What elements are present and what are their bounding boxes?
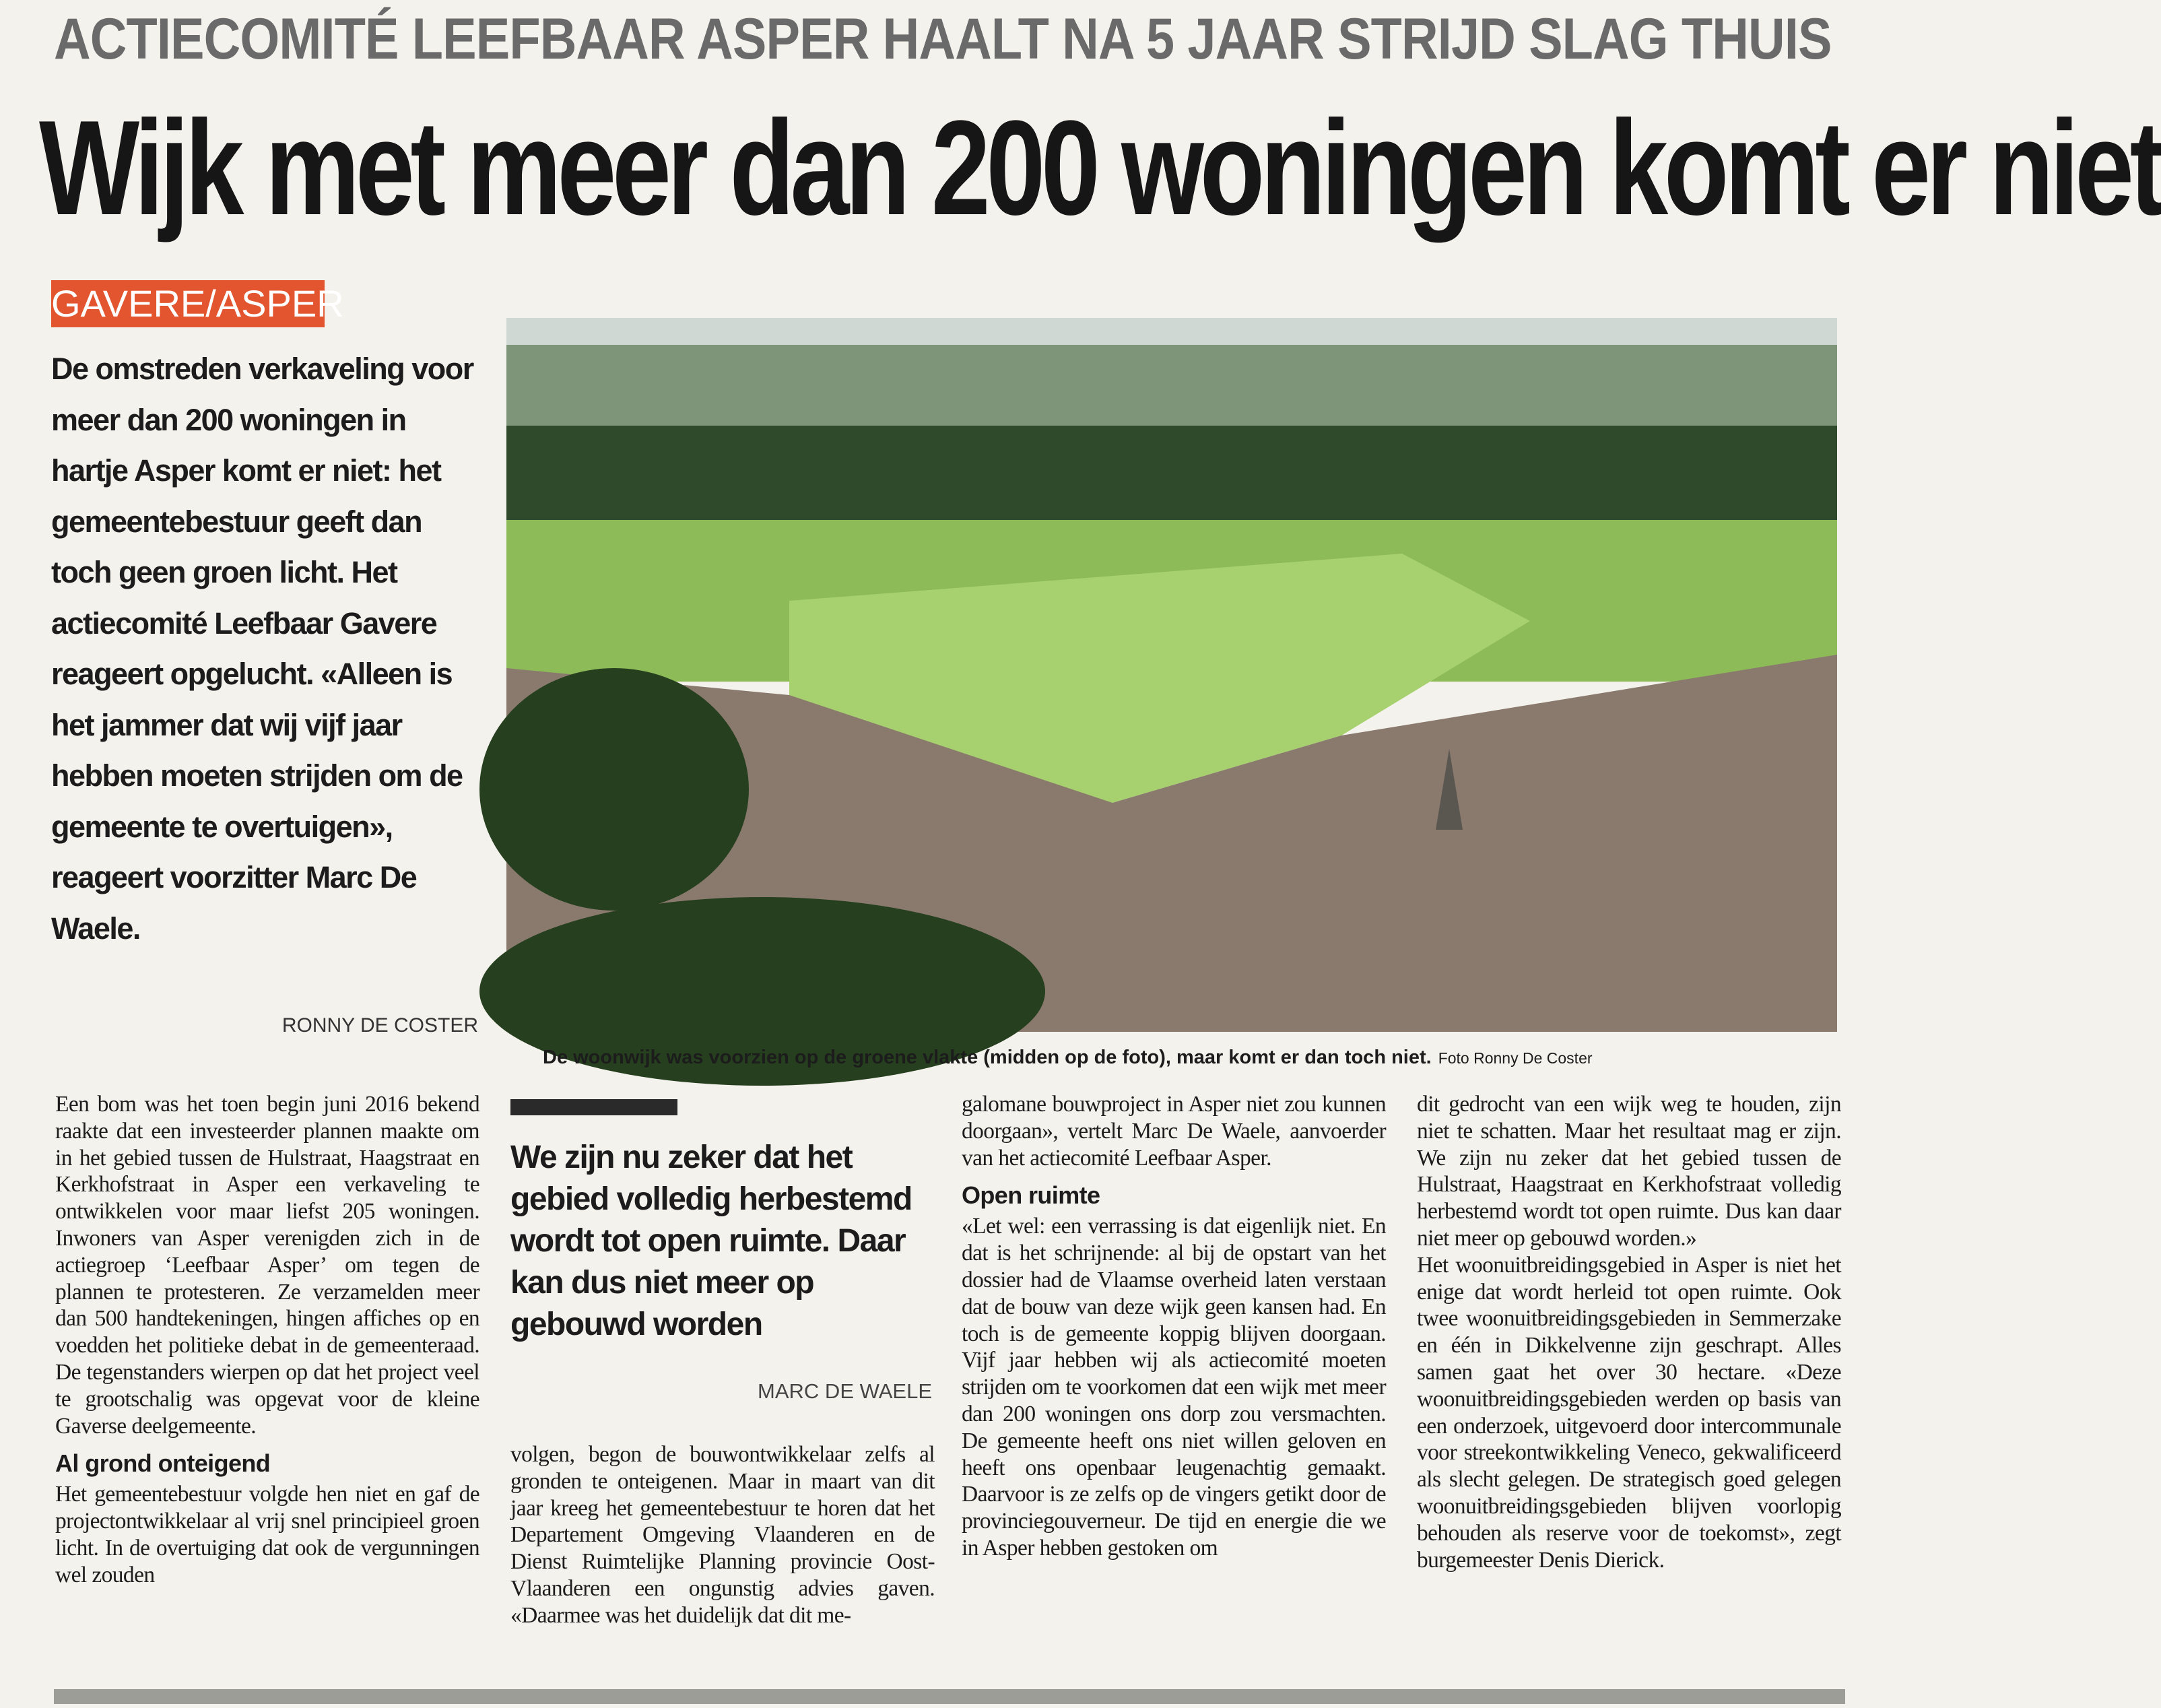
column-4-paragraph-2: Het woonuitbreidingsgebied in Asper is niet het enige dat wordt herleid tot open ruimte. Ook twee woonuitbreidingsgebieden in Semmerzake en één in Dikkelvenne zijn geschrapt. Alles samen gaat het over 30 hectare. «Deze woonuitbreidingsgebieden werden op basis van een onderzoek, uitgevoerd door intercommunale voor streekontwikkeling Veneco, gekwalificeerd als slecht gelegen. De strategisch goed gelegen woonuitbreidingsgebieden blijven voorlopig behouden als reserve voor de toekomst», zegt burgemeester Denis Dierick. <box>1417 1252 1841 1573</box>
column-1-paragraph-1: Een bom was het toen begin juni 2016 bekend raakte dat een investeerder plannen maakte om in het gebied tussen de Hulstraat, Haagstraat en Kerkhofstraat in Asper een verkaveling te ontwikkelen voor maar liefst 205 woningen. Inwoners van Asper verenigden zich in de actiegroep ‘Leefbaar Asper’ om tegen de plannen te protesteren. Ze verzamelden meer dan 500 handtekeningen, hingen affiches op en voedden het politieke debat in de gemeenteraad. De tegenstanders wierpen op dat het project veel te grootschalig was opgevat voor de kleine Gaverse deelgemeente. <box>55 1092 479 1439</box>
quote-rule <box>510 1099 677 1115</box>
byline: RONNY DE COSTER <box>281 1014 478 1037</box>
column-1-subheading: Al grond onteigend <box>55 1449 271 1478</box>
column-3-paragraph-2: «Let wel: een verrassing is dat eigenlijk niet. En dat is het schrijnende: al bij de opstart van het dossier had de Vlaamse overheid laten verstaan dat de bouw van deze wijk geen kansen had. En toch is de gemeente koppig blijven doorgaan. Vijf jaar hebben wij als actiecomité moeten strijden om te voorkomen dat een wijk met meer dan 200 woningen ons dorp zou versmachten. De gemeente heeft ons niet willen geloven en heeft ons openbaar leugenachtig gemaakt. Daarvoor is ze zelfs op de vingers getikt door de provinciegouverneur. De tijd en energie die we in Asper hebben gestoken om <box>962 1214 1386 1561</box>
lead-paragraph: De omstreden verkaveling voor meer dan 200 woningen in hartje Asper komt er niet: het gemeentebestuur geeft dan toch geen groen licht. Het actiecomité Leefbaar Gavere reageert opgelucht. «Alleen is het jammer dat wij vijf jaar hebben moeten strijden om de gemeente te overtuigen», reageert voorzitter Marc De Waele. <box>51 352 473 946</box>
photo-sky <box>506 318 1837 345</box>
column-3-paragraph-1: galomane bouwproject in Asper niet zou kunnen doorgaan», vertelt Marc De Waele, aanvoerder van het actiecomité Leefbaar Asper. <box>962 1092 1386 1171</box>
photo-credit: Foto Ronny De Coster <box>1438 1049 1593 1067</box>
pull-quote: We zijn nu zeker dat het gebied volledig herbestemd wordt tot open ruimte. Daar kan dus niet meer op gebouwd worden <box>510 1140 912 1342</box>
aerial-photo <box>506 318 1837 1032</box>
kicker-headline: ACTIECOMITÉ LEEFBAAR ASPER HAALT NA 5 JAAR STRIJD SLAG THUIS <box>54 7 1832 71</box>
column-2-paragraph-1: volgen, begon de bouwontwikkelaar zelfs al gronden te onteigenen. Maar in maart van dit jaar kreeg het gemeentebestuur te horen dat het Departement Omgeving Vlaanderen en de Dienst Ruimtelijke Planning provincie Oost-Vlaanderen een ongunstig advies gaven. «Daarmee was het duidelijk dat dit me- <box>510 1442 935 1628</box>
column-3-subheading: Open ruimte <box>962 1181 1100 1210</box>
column-1-paragraph-2: Het gemeentebestuur volgde hen niet en gaf de projectontwikkelaar al vrij snel principieel groen licht. In de overtuiging dat ook de vergunningen wel zouden <box>55 1482 479 1587</box>
article-column-3 <box>962 1091 1386 1562</box>
location-tag: GAVERE/ASPER <box>51 280 325 327</box>
article-column-4 <box>1417 1091 1841 1573</box>
article-column-1 <box>55 1091 479 1589</box>
photo-caption <box>543 1044 1822 1072</box>
photo-trees-left <box>479 668 749 911</box>
caption-text: De woonwijk was voorzien op de groene vlakte (midden op de foto), maar komt er dan toch niet. <box>543 1047 1432 1068</box>
pull-quote-author: MARC DE WAELE <box>758 1379 932 1403</box>
photo-far-fields <box>506 345 1837 426</box>
column-4-paragraph-1: dit gedrocht van een wijk weg te houden, zijn niet te schatten. Maar het resultaat mag er zijn. We zijn nu zeker dat het gebied tussen de Hulstraat, Haagstraat en Kerkhofstraat volledig herbestemd wordt tot open ruimte. Dus kan daar niet meer op gebouwd worden.» <box>1417 1092 1841 1251</box>
article-column-2 <box>510 1441 935 1629</box>
page-title: Wijk met meer dan 200 woningen komt er niet <box>39 93 2161 243</box>
bottom-rule <box>54 1689 1845 1704</box>
